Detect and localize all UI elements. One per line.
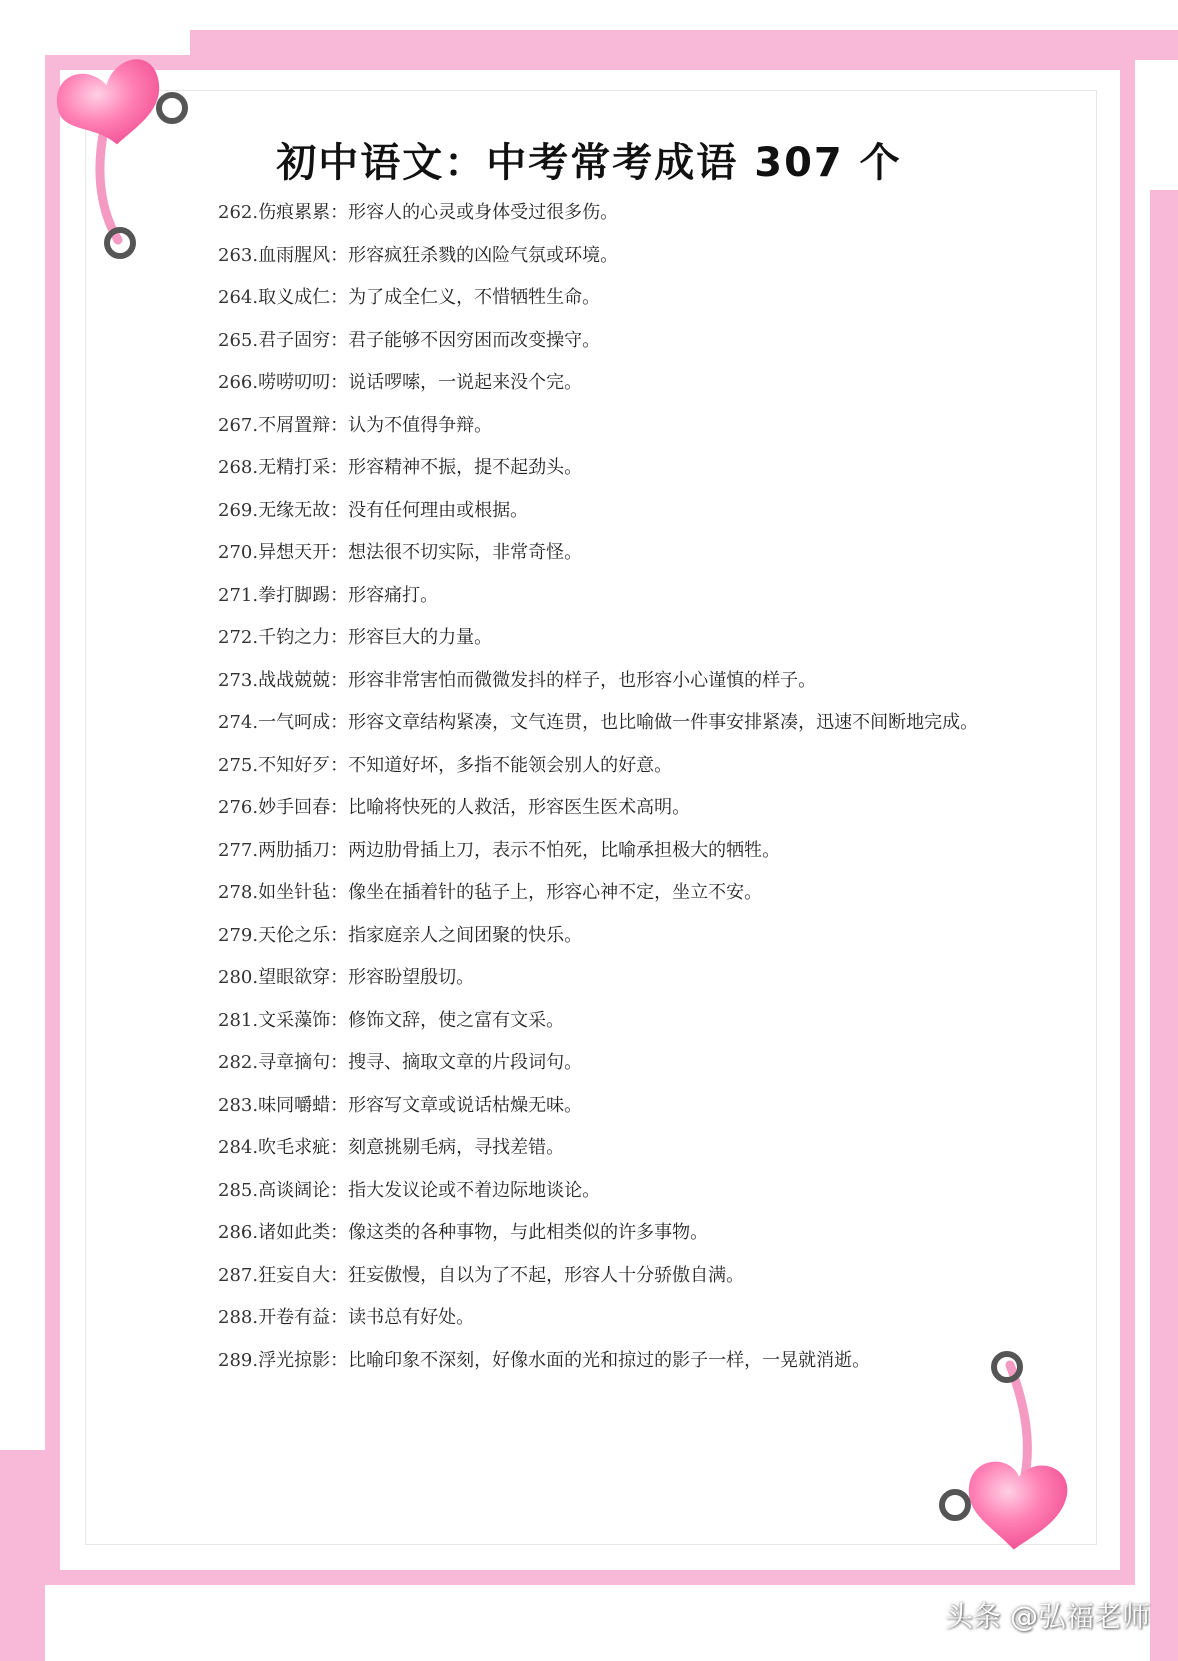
list-item	[218, 915, 988, 958]
item-number: 272.	[218, 627, 259, 648]
item-number: 282.	[218, 1052, 259, 1073]
item-text: 不知好歹：不知道好坏，多指不能领会别人的好意。	[258, 754, 673, 776]
item-text: 血雨腥风：形容疯狂杀戮的凶险气氛或环境。	[258, 244, 619, 266]
list-item	[218, 1212, 988, 1255]
item-number: 279.	[218, 924, 259, 946]
item-text: 寻章摘句：搜寻、摘取文章的片段词句。	[258, 1052, 583, 1073]
item-text: 一气呵成：形容文章结构紧凑，文气连贯，也比喻做一件事安排紧凑，迅速不间断地完成。	[258, 712, 979, 733]
item-text: 高谈阔论：指大发议论或不着边际地谈论。	[258, 1179, 601, 1201]
item-text: 吹毛求疵：刻意挑剔毛病，寻找差错。	[258, 1137, 565, 1158]
list-item	[218, 617, 988, 660]
item-text: 天伦之乐：指家庭亲人之间团聚的快乐。	[258, 924, 583, 946]
item-number: 284.	[218, 1137, 259, 1158]
list-item	[218, 277, 988, 320]
item-text: 伤痕累累：形容人的心灵或身体受过很多伤。	[258, 202, 619, 223]
list-item	[218, 1170, 988, 1213]
item-text: 狂妄自大：狂妄傲慢，自以为了不起，形容人十分骄傲自满。	[258, 1264, 745, 1286]
item-text: 无缘无故：没有任何理由或根据。	[258, 499, 529, 521]
list-item	[218, 660, 988, 703]
item-number: 265.	[218, 329, 259, 351]
item-number: 269.	[218, 499, 259, 521]
pink-strip-left	[0, 1450, 45, 1661]
list-item	[218, 1085, 988, 1128]
list-item	[218, 745, 988, 788]
item-text: 如坐针毡：像坐在插着针的毡子上，形容心神不定，坐立不安。	[258, 882, 763, 903]
item-number: 267.	[218, 414, 259, 436]
item-number: 281.	[218, 1009, 259, 1031]
list-item	[218, 1000, 988, 1043]
list-item	[218, 490, 988, 533]
item-text: 拳打脚踢：形容痛打。	[258, 584, 439, 606]
item-text: 唠唠叨叨：说话啰嗦，一说起来没个完。	[258, 372, 583, 393]
list-item	[218, 192, 988, 235]
list-item	[218, 405, 988, 448]
item-text: 异想天开：想法很不切实际，非常奇怪。	[258, 542, 583, 563]
list-item	[218, 787, 988, 830]
item-number: 280.	[218, 967, 259, 988]
item-text: 取义成仁：为了成全仁义，不惜牺牲生命。	[258, 287, 601, 308]
item-text: 君子固穷：君子能够不因穷困而改变操守。	[258, 329, 601, 351]
item-number: 276.	[218, 797, 259, 818]
item-number: 266.	[218, 372, 259, 393]
item-number: 263.	[218, 244, 259, 266]
list-item	[218, 1255, 988, 1298]
item-number: 274.	[218, 712, 259, 733]
item-text: 文采藻饰：修饰文辞，使之富有文采。	[258, 1009, 565, 1031]
item-number: 262.	[218, 202, 259, 223]
item-text: 不屑置辩：认为不值得争辩。	[258, 414, 493, 436]
item-number: 287.	[218, 1264, 259, 1286]
item-number: 289.	[218, 1349, 259, 1371]
item-number: 268.	[218, 457, 259, 478]
list-item	[218, 830, 988, 873]
item-text: 开卷有益：读书总有好处。	[258, 1307, 475, 1328]
item-number: 288.	[218, 1307, 259, 1328]
item-number: 286.	[218, 1222, 259, 1243]
list-item	[218, 957, 988, 1000]
idiom-list	[218, 192, 988, 1382]
item-number: 283.	[218, 1094, 259, 1116]
item-text: 味同嚼蜡：形容写文章或说话枯燥无味。	[258, 1094, 583, 1116]
item-text: 战战兢兢：形容非常害怕而微微发抖的样子，也形容小心谨慎的样子。	[258, 669, 817, 691]
item-number: 271.	[218, 584, 259, 606]
list-item	[218, 320, 988, 363]
list-item	[218, 447, 988, 490]
item-text: 无精打采：形容精神不振，提不起劲头。	[258, 457, 583, 478]
item-text: 浮光掠影：比喻印象不深刻，好像水面的光和掠过的影子一样，一晃就消逝。	[258, 1349, 871, 1371]
item-number: 278.	[218, 882, 259, 903]
item-number: 285.	[218, 1179, 259, 1201]
list-item	[218, 872, 988, 915]
item-text: 妙手回春：比喻将快死的人救活，形容医生医术高明。	[258, 797, 691, 818]
item-text: 诸如此类：像这类的各种事物，与此相类似的许多事物。	[258, 1222, 709, 1243]
list-item	[218, 362, 988, 405]
item-number: 275.	[218, 754, 259, 776]
item-text: 望眼欲穿：形容盼望殷切。	[258, 967, 475, 988]
list-item	[218, 1340, 988, 1383]
list-item	[218, 702, 988, 745]
item-number: 264.	[218, 287, 259, 308]
list-item	[218, 575, 988, 618]
item-number: 270.	[218, 542, 259, 563]
item-number: 277.	[218, 839, 259, 861]
list-item	[218, 1042, 988, 1085]
list-item	[218, 532, 988, 575]
pink-strip-top	[190, 30, 1178, 60]
item-text: 千钧之力：形容巨大的力量。	[258, 627, 493, 648]
list-item	[218, 1297, 988, 1340]
page-title: 初中语文：中考常考成语 307 个	[276, 140, 902, 186]
pink-strip-right	[1150, 190, 1178, 1661]
list-item	[218, 1127, 988, 1170]
watermark: 头条 @弘福老师	[945, 1600, 1150, 1633]
item-text: 两肋插刀：两边肋骨插上刀，表示不怕死，比喻承担极大的牺牲。	[258, 839, 781, 861]
item-number: 273.	[218, 669, 259, 691]
list-item	[218, 235, 988, 278]
